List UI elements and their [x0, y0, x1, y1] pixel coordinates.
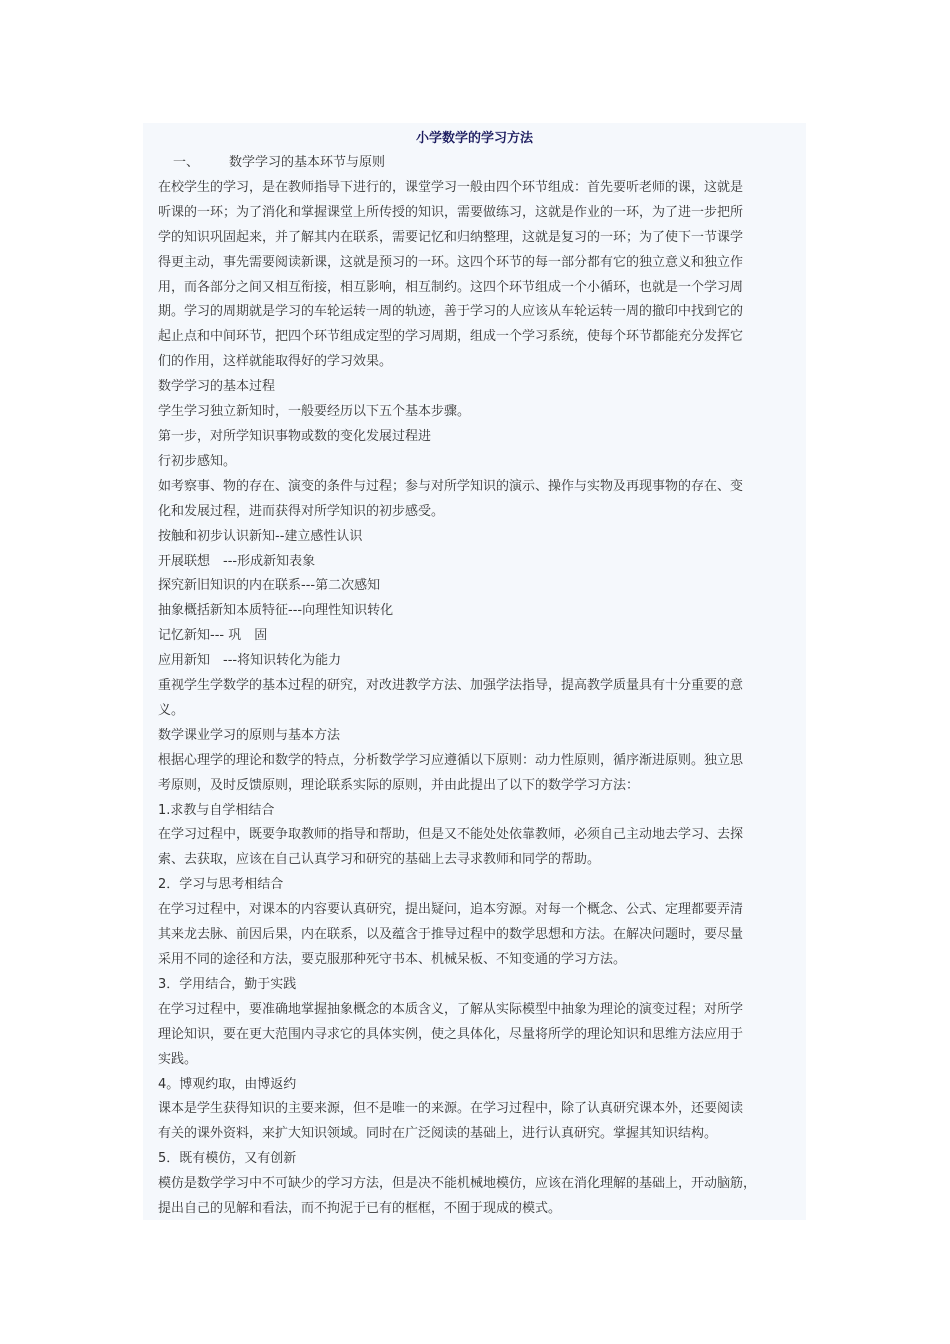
- text-line: 根据心理学的理论和数学的特点，分析数学学习应遵循以下原则：动力性原则，循序渐进原则。独立思: [158, 752, 744, 768]
- text-line: 抽象概括新知本质特征---向理性知识转化: [158, 603, 394, 619]
- text-line: 按触和初步认识新知--建立感性认识: [158, 528, 363, 544]
- text-line: 化和发展过程，进而获得对所学知识的初步感受。: [158, 503, 445, 519]
- page-title: 小学数学的学习方法: [415, 131, 533, 146]
- text-line: 索、去获取，应该在自己认真学习和研究的基础上去寻求教师和同学的帮助。: [158, 852, 601, 868]
- text-line: 数学课业学习的原则与基本方法: [158, 727, 341, 743]
- text-line: 学的知识巩固起来，并了解其内在联系，需要记忆和归纳整理，这就是复习的一环；为了使下一节课学: [158, 229, 744, 245]
- text-line: 用，而各部分之间又相互衔接，相互影响，相互制约。这四个环节组成一个小循环，也就是一个学习周: [158, 279, 744, 295]
- text-line: 重视学生学数学的基本过程的研究，对改进教学方法、加强学法指导，提高教学质量具有十分重要的意: [158, 678, 744, 694]
- section-title: 数学学习的基本环节与原则: [229, 155, 386, 170]
- text-line: 1.求教与自学相结合: [158, 802, 275, 818]
- text-line: 模仿是数学学习中不可缺少的学习方法，但是决不能机械地模仿，应该在消化理解的基础上，开动脑筋，: [158, 1176, 757, 1192]
- text-line: 学生学习独立新知时，一般要经历以下五个基本步骤。: [158, 404, 471, 420]
- text-line: 4。博观约取，由博返约: [158, 1076, 297, 1092]
- text-line: 有关的课外资料，来扩大知识领域。同时在广泛阅读的基础上，进行认真研究。掌握其知识结构。: [158, 1126, 718, 1142]
- text-line: 其来龙去脉、前因后果，内在联系，以及蕴含于推导过程中的数学思想和方法。在解决问题时，要尽量: [158, 927, 744, 943]
- text-line: 在学习过程中，要准确地掌握抽象概念的本质含义，了解从实际模型中抽象为理论的演变过程；对所学: [158, 1001, 744, 1017]
- text-line: 在学习过程中，对课本的内容要认真研究，提出疑问，追本穷源。对每一个概念、公式、定理都要弄清: [158, 902, 744, 918]
- text-line: 期。学习的周期就是学习的车轮运转一周的轨迹，善于学习的人应该从车轮运转一周的撤印中找到它的: [158, 304, 744, 320]
- text-line: 第一步，对所学知识事物或数的变化发展过程进: [158, 428, 432, 444]
- text-line: 在校学生的学习，是在教师指导下进行的，课堂学习一般由四个环节组成：首先要听老师的课，这就是: [158, 179, 744, 195]
- text-line: 5．既有模仿，又有创新: [158, 1151, 297, 1167]
- text-line: 3．学用结合，勤于实践: [158, 976, 297, 992]
- text-line: 提出自己的见解和看法，而不拘泥于已有的框框，不囿于现成的模式。: [158, 1201, 562, 1217]
- text-line: 开展联想 ---形成新知表象: [158, 553, 316, 569]
- paragraph-lines: [158, 176, 806, 1222]
- text-line: 义。: [158, 702, 185, 718]
- article-body: [143, 123, 806, 1220]
- text-line: 在学习过程中，既要争取教师的指导和帮助，但是又不能处处依靠教师，必须自己主动地去学习、去探: [158, 827, 744, 843]
- text-line: 记忆新知--- 巩 固: [158, 628, 268, 644]
- text-line: 采用不同的途径和方法，要克服那种死守书本、机械呆板、不知变通的学习方法。: [158, 952, 627, 967]
- text-line: 得更主动，事先需要阅读新课，这就是预习的一环。这四个环节的每一部分都有它的独立意义和独立作: [158, 254, 744, 270]
- text-line: 数学学习的基本过程: [158, 379, 276, 395]
- text-line: 理论知识，要在更大范围内寻求它的具体实例，使之具体化，尽量将所学的理论知识和思维方法应用于: [158, 1026, 744, 1042]
- text-line: 考原则，及时反馈原则，理论联系实际的原则，并由此提出了以下的数学学习方法：: [158, 777, 640, 793]
- section-heading: [158, 151, 806, 176]
- text-line: 2．学习与思考相结合: [158, 877, 284, 893]
- text-line: 听课的一环；为了消化和掌握课堂上所传授的知识，需要做练习，这就是作业的一环，为了进一步把所: [158, 204, 744, 220]
- text-line: 如考察事、物的存在、演变的条件与过程；参与对所学知识的演示、操作与实物及再现事物的存在、变: [158, 478, 744, 494]
- text-line: 应用新知 ---将知识转化为能力: [158, 653, 342, 669]
- text-line: 行初步感知。: [158, 453, 237, 469]
- text-line: 起止点和中间环节，把四个环节组成定型的学习周期，组成一个学习系统，使每个环节都能充分发挥它: [158, 329, 744, 345]
- text-line: 实践。: [158, 1051, 198, 1067]
- section-number: 一、: [173, 155, 200, 170]
- text-line: 们的作用，这样就能取得好的学习效果。: [158, 354, 393, 370]
- text-line: 探究新旧知识的内在联系---第二次感知: [158, 578, 381, 594]
- text-line: 课本是学生获得知识的主要来源，但不是唯一的来源。在学习过程中，除了认真研究课本外，还要阅读: [158, 1101, 744, 1117]
